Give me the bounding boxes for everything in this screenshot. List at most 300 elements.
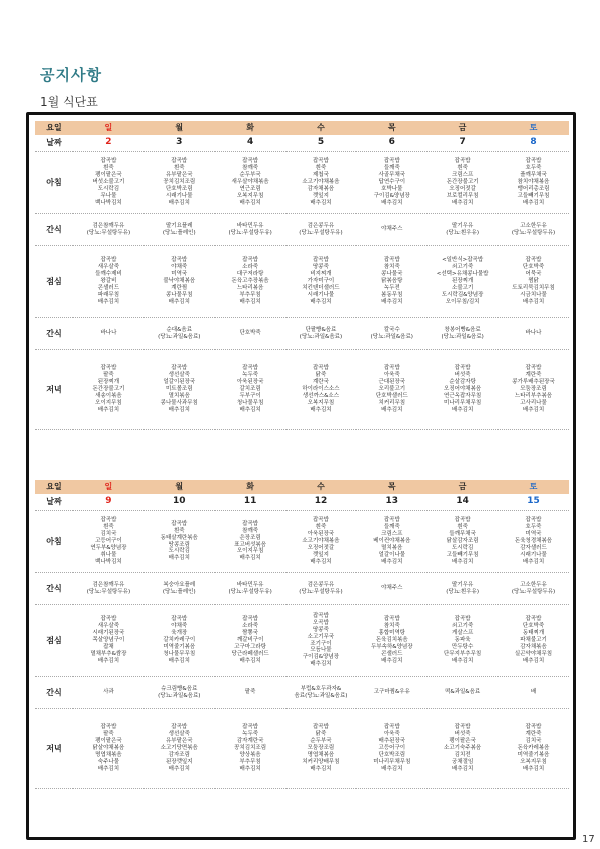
date-row bbox=[35, 135, 569, 152]
menu-cell bbox=[286, 318, 357, 350]
date-cell: 3 bbox=[144, 135, 215, 152]
date-cell: 11 bbox=[215, 494, 286, 511]
menu-item: 딸기요플레 bbox=[165, 222, 193, 229]
menu-item: 가자미구이 bbox=[307, 278, 335, 285]
menu-cell bbox=[73, 677, 144, 709]
menu-item: 돈간장불고기 bbox=[446, 179, 479, 186]
date-cell: 14 bbox=[427, 494, 498, 511]
menu-item: (당뇨:무설탕두유) bbox=[511, 229, 556, 236]
menu-item: 배추김치 bbox=[452, 406, 474, 413]
menu-item: 떡&과일&음료 bbox=[445, 689, 481, 696]
menu-item: 당근라페샐러드 bbox=[231, 650, 269, 657]
week-table-1 bbox=[35, 121, 569, 430]
menu-item: 배추김치 bbox=[381, 298, 403, 305]
menu-cell bbox=[427, 573, 498, 605]
menu-item: 흰죽 bbox=[173, 165, 185, 172]
menu-item: 꽁치김치조림 bbox=[163, 179, 196, 186]
menu-cell bbox=[215, 677, 286, 709]
menu-item: 팽이팥은국 bbox=[95, 738, 122, 745]
menu-item: 단호박조림 bbox=[165, 185, 193, 192]
menu-item: 모듬나물 bbox=[310, 647, 332, 654]
menu-item: 고들빼기무침 bbox=[517, 192, 550, 199]
menu-item: 뱅어리총조림 bbox=[517, 185, 550, 192]
menu-cell bbox=[215, 350, 286, 430]
menu-item: 모둠장조림 bbox=[307, 745, 335, 752]
menu-item: 콩나물사과무침 bbox=[160, 399, 198, 406]
menu-item: 검은참깨두유 bbox=[92, 222, 125, 229]
menu-item: 미트볼조림 bbox=[165, 386, 193, 393]
menu-item: (당뇨:무설탕두유) bbox=[299, 229, 343, 236]
date-cell: 5 bbox=[286, 135, 357, 152]
weekday-cell: 월 bbox=[144, 121, 215, 135]
menu-cell bbox=[144, 677, 215, 709]
date-label: 날짜 bbox=[35, 494, 73, 511]
menu-item: 잡곡밥 bbox=[525, 517, 542, 524]
menu-item: 버섯소불고기 bbox=[92, 179, 125, 186]
title-block bbox=[40, 64, 102, 110]
menu-item: 미역줄기볶음 bbox=[163, 643, 196, 650]
menu-item: 연두부&양념장 bbox=[90, 544, 127, 551]
menu-item: 표고버섯볶음 bbox=[234, 541, 267, 548]
menu-item: 느타리부추볶음 bbox=[514, 392, 553, 399]
menu-item: 게살스프 bbox=[452, 630, 474, 637]
menu-item: 조기구이 bbox=[310, 640, 332, 647]
menu-item: 김치국 bbox=[100, 531, 117, 538]
menu-item: 잡곡밥 bbox=[312, 517, 329, 524]
menu-item: 녹두전 bbox=[383, 284, 400, 291]
menu-item: 배추김치 bbox=[97, 298, 120, 305]
menu-item: 감자샐러드 bbox=[520, 544, 547, 551]
menu-item: 근대된장국 bbox=[378, 379, 406, 386]
menu-item: 멸치볶음 bbox=[381, 544, 403, 551]
menu-cell bbox=[286, 677, 357, 709]
menu-item: 오징어젓갈 bbox=[449, 185, 476, 192]
menu-cell bbox=[427, 605, 498, 677]
menu-item: 배추김치 bbox=[381, 558, 403, 565]
menu-item: 잡곡밥 bbox=[171, 520, 188, 527]
menu-item: 계란국 bbox=[312, 379, 329, 386]
menu-item: 김치국 bbox=[525, 738, 542, 745]
menu-item: 바타민두유 bbox=[236, 222, 264, 229]
menu-item: 대구저라탕 bbox=[236, 271, 264, 278]
weekday-cell: 월 bbox=[144, 480, 215, 494]
menu-item: 참치야채볶음 bbox=[517, 179, 550, 186]
menu-item: 계란죽 bbox=[525, 372, 542, 379]
menu-item: 깻잎지 bbox=[312, 192, 329, 199]
menu-item: 바나나 bbox=[525, 330, 542, 337]
menu-item: 흰죽 bbox=[315, 524, 327, 531]
menu-item: 배추김치 bbox=[239, 765, 261, 772]
menu-item: 콩가루배추된장국 bbox=[512, 379, 555, 386]
menu-item: 순두부국 bbox=[310, 738, 332, 745]
weekday-header-row bbox=[35, 121, 569, 135]
menu-item: 사골무채국 bbox=[378, 172, 406, 179]
menu-item: 잡곡밥 bbox=[525, 158, 542, 165]
menu-item: 팥죽 bbox=[103, 372, 114, 379]
menu-item: 된장찌개 bbox=[452, 278, 474, 285]
menu-item: 순두부국 bbox=[239, 172, 261, 179]
menu-cell bbox=[498, 350, 569, 430]
meal-label: 저녁 bbox=[35, 350, 73, 430]
menu-cell bbox=[215, 511, 286, 573]
menu-item: 감자계란국 bbox=[236, 738, 264, 745]
menu-cell bbox=[73, 318, 144, 350]
menu-cell bbox=[215, 246, 286, 318]
menu-frame bbox=[26, 112, 576, 840]
menu-item: 칼국수 bbox=[383, 326, 400, 333]
menu-cell bbox=[356, 511, 427, 573]
menu-cell bbox=[498, 511, 569, 573]
menu-cell bbox=[356, 214, 427, 246]
menu-cell bbox=[427, 511, 498, 573]
page-title: 공지사항 bbox=[40, 66, 102, 84]
meal-label: 간식 bbox=[35, 677, 73, 709]
menu-item: 생선살죽 bbox=[168, 731, 190, 738]
menu-item: 잡곡밥 bbox=[312, 365, 329, 372]
weekday-cell: 금 bbox=[427, 121, 498, 135]
menu-item: 고등어구이 bbox=[378, 745, 406, 752]
menu-item: 얼갈이나물 bbox=[378, 551, 406, 558]
weekday-cell: 토 bbox=[498, 121, 569, 135]
menu-cell bbox=[144, 318, 215, 350]
menu-item: 갈치조림 bbox=[239, 386, 261, 393]
menu-item: 돈간장불고기 bbox=[92, 386, 125, 393]
menu-item: 불낙야채볶음 bbox=[163, 278, 196, 285]
menu-cell bbox=[73, 511, 144, 573]
menu-item: (당뇨:플레인) bbox=[162, 588, 196, 595]
menu-item: 갈치카레구이 bbox=[163, 637, 196, 644]
menu-item: (당뇨:과일&음료) bbox=[158, 692, 201, 699]
menu-item: 오곡밥 bbox=[312, 619, 329, 626]
menu-item: 명엽채볶음 bbox=[95, 751, 122, 758]
menu-item: 순살감자탕 bbox=[449, 379, 476, 386]
menu-item: 배추김치 bbox=[97, 765, 120, 772]
menu-item: 팥죽 bbox=[244, 689, 256, 696]
menu-item: 두부구이 bbox=[239, 392, 261, 399]
menu-item: 들깨수제비 bbox=[95, 271, 122, 278]
date-cell: 15 bbox=[498, 494, 569, 511]
date-cell: 9 bbox=[73, 494, 144, 511]
menu-item: 배추김치 bbox=[452, 765, 474, 772]
menu-item: 도토리묵김치무침 bbox=[512, 284, 555, 291]
meal-label: 간식 bbox=[35, 573, 73, 605]
menu-cell bbox=[144, 246, 215, 318]
menu-item: 딸기우유 bbox=[452, 222, 474, 229]
menu-item: 백나박김치 bbox=[95, 558, 122, 565]
menu-cell bbox=[286, 214, 357, 246]
menu-item: 잡곡밥 bbox=[242, 520, 259, 527]
weekday-cell: 수 bbox=[286, 121, 357, 135]
date-cell: 2 bbox=[73, 135, 144, 152]
menu-item: 콘샐러드 bbox=[97, 284, 120, 291]
menu-item: 배추김치 bbox=[168, 657, 190, 664]
menu-item: (당뇨:플레인) bbox=[162, 229, 196, 236]
menu-item: 배추김치 bbox=[522, 657, 545, 664]
menu-cell bbox=[356, 350, 427, 430]
menu-item: 된장찌개 bbox=[97, 379, 120, 386]
meal-row bbox=[35, 214, 569, 246]
menu-cell bbox=[356, 677, 427, 709]
menu-item: 새우살야채볶음 bbox=[231, 179, 269, 186]
menu-item: 계란찜 bbox=[171, 284, 188, 291]
menu-item: 미역줄기볶음 bbox=[517, 751, 550, 758]
menu-item: 소고기야채볶음 bbox=[302, 538, 340, 545]
menu-item: 잡곡밥 bbox=[383, 517, 400, 524]
menu-item: 크림스프 bbox=[452, 172, 474, 179]
menu-item: 잡곡밥 bbox=[100, 158, 117, 165]
date-label: 날짜 bbox=[35, 135, 73, 152]
page-subtitle: 1월 식단표 bbox=[40, 95, 98, 109]
menu-item: (당뇨:흰우유) bbox=[446, 229, 479, 236]
menu-item: 배추김치 bbox=[168, 555, 190, 562]
menu-item: 감자채볶음 bbox=[307, 185, 335, 192]
meal-row bbox=[35, 246, 569, 318]
menu-cell bbox=[498, 214, 569, 246]
menu-item: 도시락김 bbox=[168, 548, 190, 555]
menu-item: 명엽채볶음 bbox=[307, 751, 335, 758]
menu-item: 배추김치 bbox=[239, 406, 261, 413]
menu-item: 왕갈비 bbox=[100, 278, 117, 285]
menu-cell bbox=[356, 152, 427, 214]
meal-row bbox=[35, 350, 569, 430]
menu-item: 잡곡밥 bbox=[383, 257, 400, 264]
menu-cell bbox=[498, 677, 569, 709]
menu-item: 파채불고기 bbox=[520, 637, 547, 644]
menu-item: 오이무침/김치 bbox=[445, 298, 480, 305]
menu-item: 은장조림 bbox=[239, 534, 261, 541]
menu-cell bbox=[286, 511, 357, 573]
menu-item: 잡곡밥 bbox=[383, 365, 400, 372]
menu-item: 슈크림빵&음료 bbox=[161, 685, 198, 692]
menu-item: 배추김치 bbox=[310, 558, 332, 565]
menu-item: 야채죽 bbox=[171, 264, 188, 271]
menu-item: 돈육청경채볶음 bbox=[514, 538, 553, 545]
menu-item: 배추김치 bbox=[168, 765, 190, 772]
menu-item: 닭볶음탕 bbox=[381, 278, 403, 285]
menu-item: 땅콩죽 bbox=[312, 264, 329, 271]
menu-item: 청나물무무침 bbox=[163, 650, 196, 657]
menu-item: 미역국 bbox=[171, 271, 188, 278]
menu-item: 감자채볶음 bbox=[520, 643, 547, 650]
menu-cell bbox=[73, 350, 144, 430]
menu-item: 봄동무침 bbox=[381, 291, 403, 298]
menu-item: 시래기나물 bbox=[520, 551, 547, 558]
menu-item: (당뇨:무설탕두유) bbox=[299, 588, 343, 595]
menu-item: 잡곡밥 bbox=[454, 616, 471, 623]
menu-item: 배추김치 bbox=[310, 661, 332, 668]
menu-item: 콘샐러드 bbox=[381, 650, 403, 657]
menu-item: 잡곡밥 bbox=[525, 724, 542, 731]
menu-item: 오복지무침 bbox=[520, 758, 547, 765]
weekday-cell: 화 bbox=[215, 480, 286, 494]
menu-item: 잡곡밥 bbox=[171, 616, 188, 623]
menu-item: 오징어젓갈 bbox=[307, 544, 335, 551]
menu-item: 버섯죽 bbox=[454, 731, 471, 738]
menu-item: 소라죽 bbox=[242, 264, 259, 271]
menu-item: 생선살죽 bbox=[168, 372, 190, 379]
menu-item: 무나물 bbox=[100, 192, 117, 199]
menu-cell bbox=[286, 605, 357, 677]
meal-label: 아침 bbox=[35, 152, 73, 214]
menu-cell bbox=[144, 605, 215, 677]
menu-item: (당뇨:무설탕두유) bbox=[86, 229, 131, 236]
menu-item: 소고기당면볶음 bbox=[160, 745, 198, 752]
date-row bbox=[35, 494, 569, 511]
menu-item: 순대&음료 bbox=[166, 326, 193, 333]
menu-item: 유부팥은국 bbox=[165, 738, 193, 745]
menu-item: 잡곡밥 bbox=[242, 365, 259, 372]
menu-item: 잡곡밥 bbox=[242, 724, 259, 731]
menu-item: 돈육김치볶음 bbox=[375, 637, 408, 644]
menu-item: 백나박김치 bbox=[95, 199, 122, 206]
meal-label: 아침 bbox=[35, 511, 73, 573]
menu-item: 동태찌개 bbox=[522, 630, 545, 637]
menu-item: 닭죽 bbox=[315, 731, 327, 738]
menu-item: 배추김치 bbox=[522, 199, 545, 206]
menu-item: 배추김치 bbox=[310, 199, 332, 206]
menu-cell bbox=[215, 152, 286, 214]
meal-row bbox=[35, 605, 569, 677]
menu-item: 고들빼기무침 bbox=[446, 551, 479, 558]
menu-item: 배추김치 bbox=[168, 199, 190, 206]
menu-cell bbox=[286, 573, 357, 605]
menu-item: 청나물무침 bbox=[236, 399, 264, 406]
menu-cell bbox=[286, 152, 357, 214]
menu-item: 실곤약야채무침 bbox=[514, 650, 553, 657]
menu-item: 흰죽 bbox=[173, 527, 185, 534]
weekday-cell: 일 bbox=[73, 121, 144, 135]
menu-item: 배추김치 bbox=[381, 199, 403, 206]
menu-item: 사과 bbox=[103, 689, 114, 696]
menu-item: 잡곡밥 bbox=[525, 616, 542, 623]
menu-item: 오리불고기 bbox=[378, 386, 406, 393]
menu-item: 고구마그라탕 bbox=[234, 643, 267, 650]
menu-item: 연근옥잡자무침 bbox=[444, 392, 482, 399]
menu-item: 오이지무침 bbox=[95, 399, 122, 406]
menu-item: 목살양념구이 bbox=[92, 637, 125, 644]
menu-item: 짬뽕국 bbox=[242, 630, 259, 637]
menu-item: 잡곡밥 bbox=[383, 158, 400, 165]
menu-item: 들깨죽 bbox=[383, 165, 400, 172]
menu-item: 팽이팥은국 bbox=[449, 738, 476, 745]
menu-item: 오징어야채볶음 bbox=[444, 386, 482, 393]
meal-row bbox=[35, 511, 569, 573]
menu-item: 배추김치 bbox=[381, 765, 403, 772]
menu-item: 고소한두유 bbox=[520, 581, 547, 588]
menu-item: 동태살계란볶음 bbox=[160, 534, 198, 541]
menu-cell bbox=[356, 709, 427, 789]
menu-item: 깨갈비구이 bbox=[236, 637, 264, 644]
meal-label: 점심 bbox=[35, 605, 73, 677]
menu-item: 배추김치 bbox=[381, 657, 403, 664]
menu-item: 잡곡밥 bbox=[100, 724, 117, 731]
menu-item: 잡곡밥 bbox=[171, 257, 188, 264]
menu-cell bbox=[498, 709, 569, 789]
menu-item: 플깨무채국 bbox=[520, 172, 547, 179]
meal-row bbox=[35, 573, 569, 605]
menu-item: 쩜닭 bbox=[528, 278, 539, 285]
menu-cell bbox=[356, 246, 427, 318]
menu-item: 잡곡밥 bbox=[242, 158, 259, 165]
menu-cell bbox=[356, 573, 427, 605]
menu-item: 베이컨야채볶음 bbox=[373, 538, 411, 545]
menu-item: 딸기우유 bbox=[452, 581, 474, 588]
menu-item: 바나나 bbox=[100, 330, 117, 337]
menu-item: 유부팥은국 bbox=[165, 172, 193, 179]
menu-item: 배추김치 bbox=[522, 765, 545, 772]
menu-item: 바타민두유 bbox=[236, 581, 264, 588]
menu-item: (당뇨:무설탕두유) bbox=[228, 588, 272, 595]
menu-item: 잡곡밥 bbox=[100, 257, 117, 264]
menu-item: 잡곡밥 bbox=[171, 724, 188, 731]
menu-item: 쇠고기죽 bbox=[452, 623, 474, 630]
menu-cell bbox=[427, 677, 498, 709]
menu-item: 고등어구이 bbox=[95, 538, 122, 545]
menu-item: 숙주나물 bbox=[97, 758, 120, 765]
menu-item: 배 bbox=[530, 689, 537, 696]
weekday-cell: 목 bbox=[356, 480, 427, 494]
menu-item: 잡채 bbox=[103, 643, 114, 650]
menu-cell bbox=[286, 709, 357, 789]
menu-item: 야채죽 bbox=[171, 623, 188, 630]
menu-item: 배추김치 bbox=[522, 558, 545, 565]
menu-item: 시금치나물 bbox=[520, 291, 547, 298]
menu-item: 부추무침 bbox=[239, 758, 261, 765]
menu-item: 단무지부추무침 bbox=[444, 650, 482, 657]
weekday-header-row bbox=[35, 480, 569, 494]
menu-item: 얼갈이된장국 bbox=[163, 379, 196, 386]
menu-cell bbox=[356, 318, 427, 350]
menu-item: 흰죽 bbox=[457, 165, 468, 172]
menu-item: 닭살야채볶음 bbox=[92, 745, 125, 752]
menu-item: 육개장 bbox=[171, 630, 188, 637]
menu-item: 소고기야채볶음 bbox=[302, 179, 340, 186]
menu-item: 배추김치 bbox=[381, 406, 403, 413]
menu-item: 들깨죽 bbox=[383, 524, 400, 531]
menu-item: 새우살죽 bbox=[97, 623, 120, 630]
menu-cell bbox=[73, 573, 144, 605]
menu-item: 돈육카레볶음 bbox=[517, 745, 550, 752]
menu-item: 시래기나물 bbox=[165, 192, 193, 199]
menu-cell bbox=[356, 605, 427, 677]
weekday-label: 요일 bbox=[35, 121, 73, 135]
menu-item: <선택>유채콩나물밥 bbox=[436, 271, 489, 278]
menu-item: 구이김&양념장 bbox=[302, 654, 340, 661]
menu-item: 검은콩두유 bbox=[307, 581, 335, 588]
menu-item: 음료(당뇨:과일&음료) bbox=[294, 692, 348, 699]
menu-item: 잡곡밥 bbox=[525, 257, 542, 264]
menu-cell bbox=[427, 318, 498, 350]
menu-cell bbox=[498, 318, 569, 350]
menu-item: 배추김치 bbox=[239, 555, 261, 562]
menu-item: 단호박죽 bbox=[239, 330, 261, 337]
menu-item: (당뇨:과일&음료) bbox=[158, 333, 201, 340]
menu-item: 파래무침 bbox=[97, 291, 120, 298]
menu-cell bbox=[427, 152, 498, 214]
menu-item: 소라죽 bbox=[242, 623, 259, 630]
menu-cell bbox=[144, 709, 215, 789]
menu-item: 배추김치 bbox=[522, 406, 545, 413]
menu-item: 제첩국 bbox=[312, 172, 329, 179]
menu-cell bbox=[286, 350, 357, 430]
date-cell: 12 bbox=[286, 494, 357, 511]
menu-item: 검은콩두유 bbox=[307, 222, 335, 229]
meal-row bbox=[35, 709, 569, 789]
menu-item: 흰죽 bbox=[103, 165, 114, 172]
meal-label: 저녁 bbox=[35, 709, 73, 789]
menu-item: 잡곡밥 bbox=[242, 257, 259, 264]
menu-item: 콩나물무침 bbox=[165, 291, 193, 298]
